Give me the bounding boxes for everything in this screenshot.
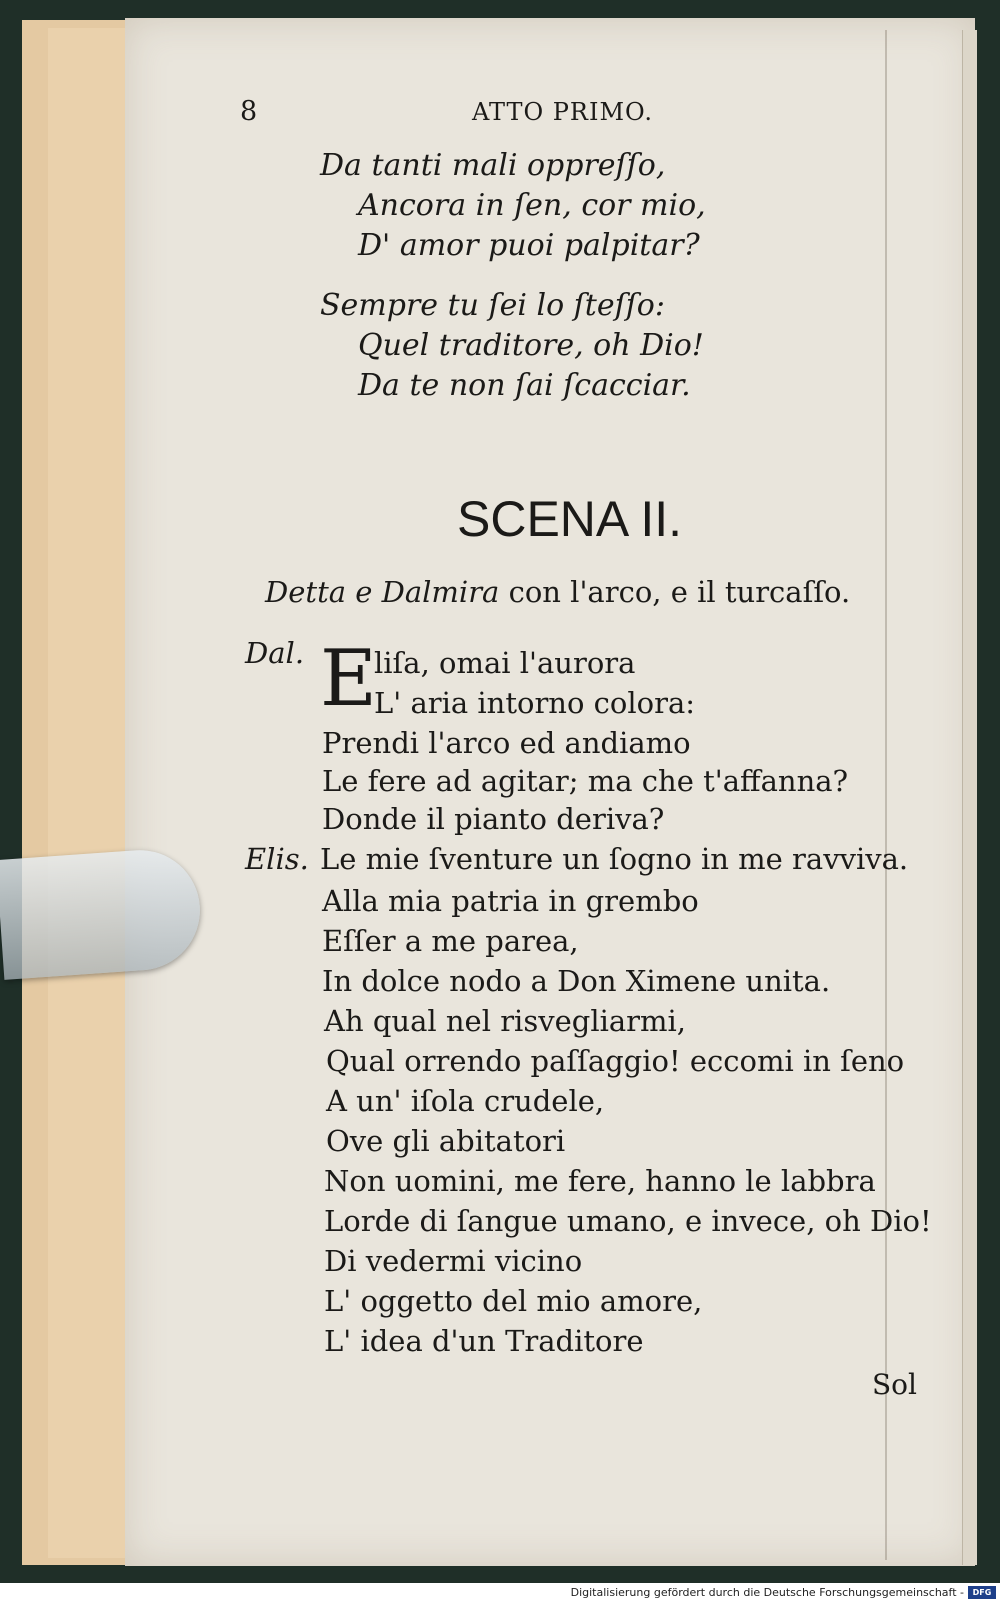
dialogue-line: Le fere ad agitar; ma che t'affanna? <box>322 764 849 798</box>
dialogue-line: Non uomini, me fere, hanno le labbra <box>324 1164 876 1198</box>
poem-line: Sempre tu ſei lo ſteſſo: <box>320 288 665 323</box>
dialogue-line: In dolce nodo a Don Ximene unita. <box>322 964 831 998</box>
dialogue-line: Di vedermi vicino <box>324 1244 583 1278</box>
poem-line: Da tanti mali oppreſſo, <box>320 148 666 183</box>
dialogue-line: Eſſer a me parea, <box>322 924 579 958</box>
dialogue-line: liſa, omai l'aurora <box>374 646 636 680</box>
scene-title: SCENA II. <box>457 491 683 547</box>
stage-direction <box>265 575 850 609</box>
dialogue-line: Qual orrendo paſſaggio! eccomi in ſeno <box>326 1044 905 1078</box>
page-right-edge <box>962 30 977 1565</box>
catchword: Sol <box>872 1368 917 1401</box>
dialogue-line: Prendi l'arco ed andiamo <box>322 726 691 760</box>
poem-line: Da te non ſai ſcacciar. <box>358 368 691 403</box>
poem-line: Ancora in ſen, cor mio, <box>358 188 706 223</box>
footer-credit: Digitalisierung gefördert durch die Deutsche Forschungsgemeinschaft - <box>570 1586 964 1599</box>
stage-props: con l'arco, e il turcaſſo. <box>508 575 851 609</box>
dialogue-line: Ove gli abitatori <box>326 1124 566 1158</box>
dialogue-line: Donde il pianto deriva? <box>322 802 665 836</box>
page-number: 8 <box>240 96 258 127</box>
page-fold-line <box>885 30 887 1560</box>
dialogue-line: Alla mia patria in grembo <box>322 884 699 918</box>
speaker-dalmira: Dal. <box>245 636 305 670</box>
drop-cap: E <box>320 634 377 724</box>
poem-line: Quel traditore, oh Dio! <box>358 328 704 363</box>
dialogue-line: Le mie ſventure un ſogno in me ravviva. <box>320 842 909 876</box>
dialogue-line: Ah qual nel risvegliarmi, <box>324 1004 687 1038</box>
stage-characters: Detta e Dalmira <box>265 575 500 609</box>
dialogue-line: L' idea d'un Traditore <box>324 1324 644 1358</box>
dialogue-line: L' aria intorno colora: <box>374 686 696 720</box>
dfg-logo: DFG <box>968 1586 996 1599</box>
dialogue-line: L' oggetto del mio amore, <box>324 1284 703 1318</box>
poem-line: D' amor puoi palpitar? <box>358 228 700 263</box>
running-header: ATTO PRIMO. <box>472 98 653 126</box>
speaker-elisa: Elis. <box>245 842 309 876</box>
page-clip <box>0 846 204 980</box>
dialogue-line: A un' iſola crudele, <box>326 1084 605 1118</box>
dialogue-line: Lorde di ſangue umano, e invece, oh Dio! <box>324 1204 932 1238</box>
